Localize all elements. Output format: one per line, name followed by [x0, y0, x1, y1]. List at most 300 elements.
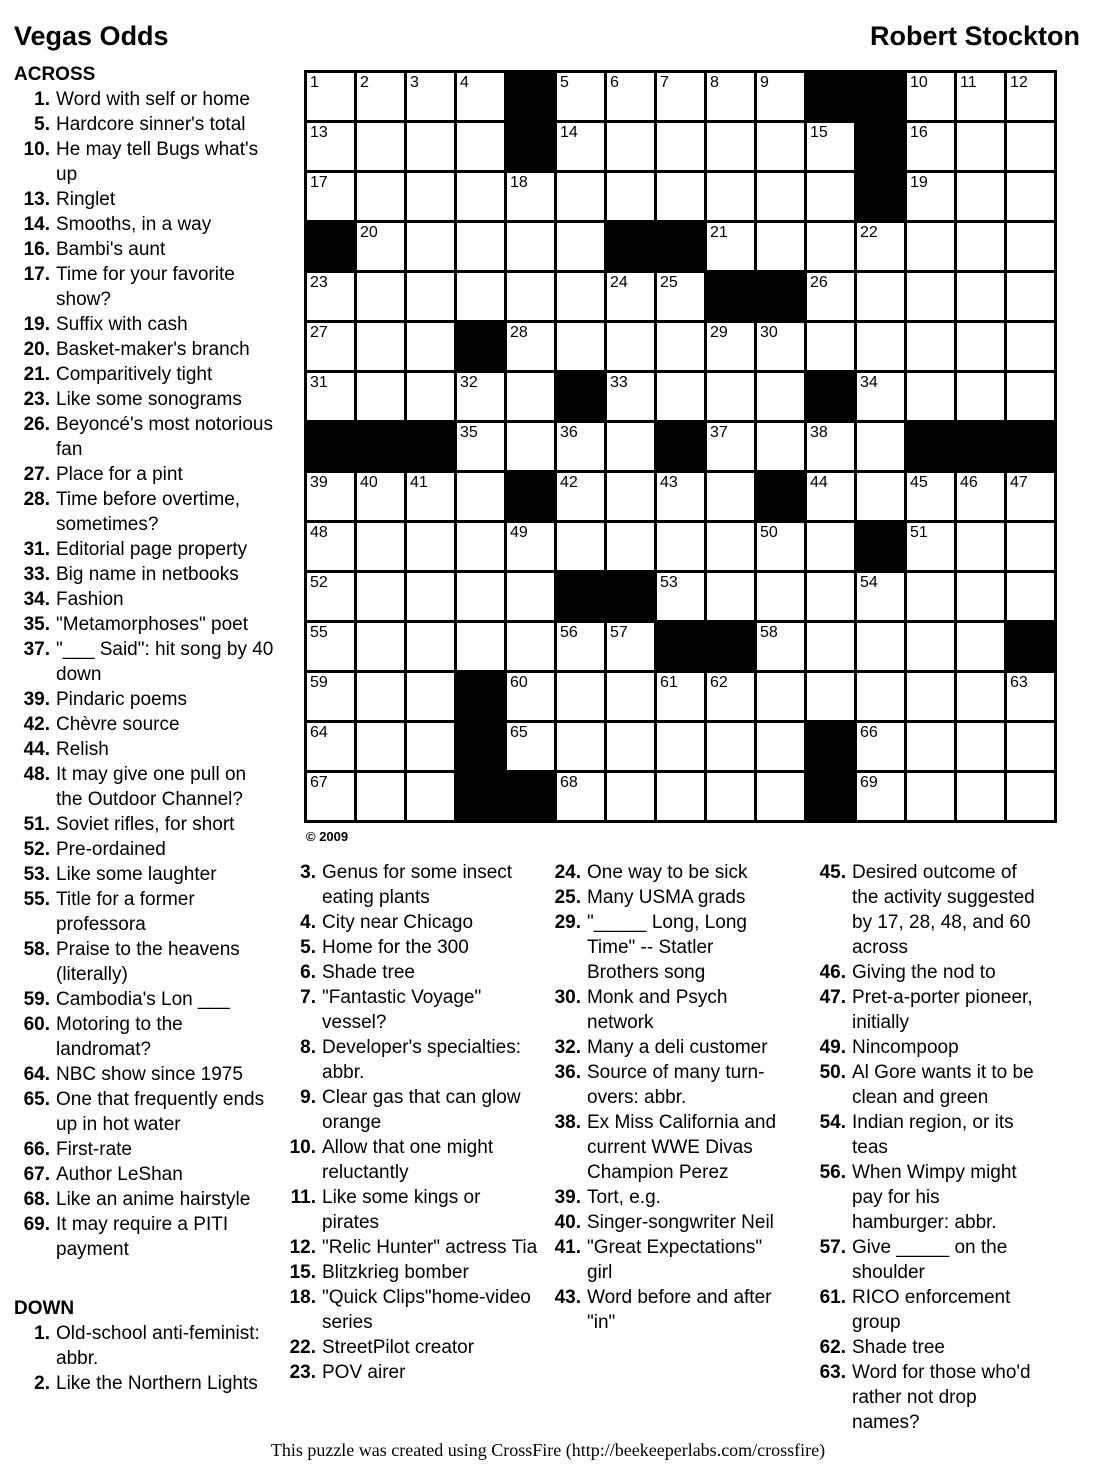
- clue-item: [14, 87, 276, 112]
- grid-cell[interactable]: [857, 773, 904, 820]
- cell-number: 22: [860, 224, 878, 241]
- grid-cell[interactable]: [557, 723, 604, 770]
- grid-cell[interactable]: [907, 173, 954, 220]
- grid-cell[interactable]: [407, 123, 454, 170]
- grid-cell[interactable]: [907, 573, 954, 620]
- grid-cell[interactable]: [557, 73, 604, 120]
- clue-text: Title for a former professora: [56, 889, 195, 935]
- grid-cell[interactable]: [407, 273, 454, 320]
- clue-number: 61.: [819, 1287, 846, 1308]
- grid-cell[interactable]: [907, 523, 954, 570]
- grid-cell[interactable]: [507, 373, 554, 420]
- grid-cell[interactable]: [807, 473, 854, 520]
- grid-cell[interactable]: [607, 623, 654, 670]
- grid-cell[interactable]: [507, 273, 554, 320]
- grid-cell[interactable]: [707, 573, 754, 620]
- grid-cell-black: [807, 373, 854, 420]
- grid-cell[interactable]: [1007, 723, 1054, 770]
- grid-cell[interactable]: [457, 523, 504, 570]
- grid-cell[interactable]: [607, 173, 654, 220]
- grid-cell[interactable]: [407, 623, 454, 670]
- clue-item: [14, 712, 276, 737]
- clue-item: [14, 487, 276, 537]
- clue-text: Home for the 300: [322, 937, 469, 958]
- grid-cell[interactable]: [857, 373, 904, 420]
- grid-cell[interactable]: [357, 223, 404, 270]
- clue-text: StreetPilot creator: [322, 1337, 475, 1358]
- grid-cell[interactable]: [407, 673, 454, 720]
- clue-number: 21.: [23, 364, 50, 385]
- grid-cell-black: [507, 73, 554, 120]
- grid-cell[interactable]: [757, 723, 804, 770]
- grid-cell-black: [457, 323, 504, 370]
- grid-cell[interactable]: [757, 223, 804, 270]
- clue-number: 41.: [554, 1237, 581, 1258]
- grid-cell-black: [757, 473, 804, 520]
- grid-cell[interactable]: [1007, 273, 1054, 320]
- grid-cell[interactable]: [757, 623, 804, 670]
- cell-number: 18: [510, 174, 528, 191]
- grid-cell[interactable]: [507, 423, 554, 470]
- grid-cell[interactable]: [507, 223, 554, 270]
- clue-number: 39.: [23, 689, 50, 710]
- grid-cell[interactable]: [357, 373, 404, 420]
- grid-cell[interactable]: [857, 573, 904, 620]
- clue-item: [810, 1110, 1042, 1160]
- clue-number: 14.: [23, 214, 50, 235]
- grid-cell[interactable]: [757, 673, 804, 720]
- grid-cell[interactable]: [357, 323, 404, 370]
- grid-cell[interactable]: [557, 473, 604, 520]
- clue-text: Word before and after "in": [587, 1287, 772, 1333]
- grid-cell[interactable]: [307, 623, 354, 670]
- grid-cell[interactable]: [607, 473, 654, 520]
- grid-cell[interactable]: [757, 123, 804, 170]
- grid-cell[interactable]: [907, 323, 954, 370]
- grid-cell[interactable]: [957, 373, 1004, 420]
- grid-cell[interactable]: [357, 723, 404, 770]
- grid-cell[interactable]: [407, 473, 454, 520]
- grid-cell[interactable]: [757, 523, 804, 570]
- grid-cell[interactable]: [657, 773, 704, 820]
- grid-cell[interactable]: [407, 773, 454, 820]
- grid-cell-black: [807, 73, 854, 120]
- grid-cell[interactable]: [507, 173, 554, 220]
- clue-text: "Metamorphoses" poet: [56, 614, 248, 635]
- cell-number: 66: [860, 724, 878, 741]
- clue-text: Author LeShan: [56, 1164, 183, 1185]
- grid-cell[interactable]: [607, 723, 654, 770]
- grid-cell[interactable]: [707, 223, 754, 270]
- grid-cell[interactable]: [657, 173, 704, 220]
- cell-number: 42: [560, 474, 578, 491]
- grid-cell[interactable]: [707, 173, 754, 220]
- clue-text: Place for a pint: [56, 464, 183, 485]
- clue-text: Soviet rifles, for short: [56, 814, 235, 835]
- grid-cell[interactable]: [957, 673, 1004, 720]
- clue-item: [14, 862, 276, 887]
- grid-cell[interactable]: [407, 373, 454, 420]
- grid-cell[interactable]: [807, 123, 854, 170]
- grid-cell[interactable]: [1007, 373, 1054, 420]
- clue-item: [14, 187, 276, 212]
- cell-number: 36: [560, 424, 578, 441]
- grid-cell[interactable]: [457, 473, 504, 520]
- clue-item: [14, 237, 276, 262]
- grid-cell[interactable]: [757, 323, 804, 370]
- grid-cell[interactable]: [307, 673, 354, 720]
- clue-number: 2.: [34, 1373, 50, 1394]
- grid-cell[interactable]: [907, 223, 954, 270]
- grid-cell[interactable]: [507, 623, 554, 670]
- clue-text: "Relic Hunter" actress Tia: [322, 1237, 538, 1258]
- grid-cell[interactable]: [957, 123, 1004, 170]
- grid-cell[interactable]: [907, 773, 954, 820]
- grid-cell[interactable]: [707, 123, 754, 170]
- cell-number: 7: [660, 74, 669, 91]
- grid-cell[interactable]: [857, 323, 904, 370]
- grid-cell[interactable]: [507, 323, 554, 370]
- clue-number: 10.: [289, 1137, 316, 1158]
- clue-number: 63.: [819, 1362, 846, 1383]
- grid-cell[interactable]: [1007, 323, 1054, 370]
- grid-cell[interactable]: [757, 423, 804, 470]
- grid-cell[interactable]: [1007, 173, 1054, 220]
- grid-cell[interactable]: [557, 773, 604, 820]
- clue-text: Old-school anti-feminist: abbr.: [56, 1323, 260, 1369]
- grid-cell[interactable]: [857, 623, 904, 670]
- cell-number: 9: [760, 74, 769, 91]
- grid-cell[interactable]: [457, 123, 504, 170]
- grid-cell[interactable]: [607, 373, 654, 420]
- cell-number: 28: [510, 324, 528, 341]
- grid-cell[interactable]: [507, 573, 554, 620]
- clue-item: [14, 387, 276, 412]
- grid-cell[interactable]: [807, 323, 854, 370]
- clue-text: Shade tree: [852, 1337, 945, 1358]
- clue-item: [545, 1210, 787, 1235]
- clue-item: [810, 1335, 1042, 1360]
- clue-text: Word with self or home: [56, 89, 250, 110]
- clue-item: [280, 1035, 542, 1085]
- grid-cell[interactable]: [657, 673, 704, 720]
- grid-cell[interactable]: [1007, 73, 1054, 120]
- cell-number: 6: [610, 74, 619, 91]
- grid-cell[interactable]: [807, 423, 854, 470]
- grid-cell-black: [457, 723, 504, 770]
- grid-cell[interactable]: [357, 473, 404, 520]
- grid-cell[interactable]: [907, 673, 954, 720]
- clue-text: Allow that one might reluctantly: [322, 1137, 494, 1183]
- grid-cell[interactable]: [1007, 573, 1054, 620]
- grid-cell[interactable]: [707, 723, 754, 770]
- grid-cell[interactable]: [807, 523, 854, 570]
- grid-cell[interactable]: [907, 723, 954, 770]
- grid-cell[interactable]: [607, 673, 654, 720]
- clue-text: Pre-ordained: [56, 839, 166, 860]
- clue-text: Monk and Psych network: [587, 987, 728, 1033]
- grid-cell[interactable]: [657, 573, 704, 620]
- grid-cell[interactable]: [307, 773, 354, 820]
- grid-cell[interactable]: [307, 273, 354, 320]
- grid-cell[interactable]: [557, 423, 604, 470]
- grid-cell[interactable]: [707, 673, 754, 720]
- cell-number: 41: [410, 474, 428, 491]
- grid-cell[interactable]: [807, 273, 854, 320]
- grid-cell[interactable]: [507, 673, 554, 720]
- cell-number: 31: [310, 374, 328, 391]
- grid-cell[interactable]: [307, 723, 354, 770]
- grid-cell[interactable]: [407, 73, 454, 120]
- grid-cell[interactable]: [457, 173, 504, 220]
- clue-item: [280, 935, 542, 960]
- grid-cell[interactable]: [757, 373, 804, 420]
- clue-text: Singer-songwriter Neil: [587, 1212, 774, 1233]
- grid-cell[interactable]: [557, 273, 604, 320]
- clue-text: Indian region, or its teas: [852, 1112, 1014, 1158]
- grid-cell[interactable]: [607, 273, 654, 320]
- clue-number: 28.: [23, 489, 50, 510]
- grid-cell[interactable]: [557, 323, 604, 370]
- grid-cell[interactable]: [557, 523, 604, 570]
- clue-text: Motoring to the landromat?: [56, 1014, 183, 1060]
- grid-cell-black: [1007, 423, 1054, 470]
- grid-cell[interactable]: [957, 773, 1004, 820]
- clue-number: 10.: [23, 139, 50, 160]
- cell-number: 65: [510, 724, 528, 741]
- grid-cell[interactable]: [407, 173, 454, 220]
- grid-cell[interactable]: [907, 373, 954, 420]
- grid-cell[interactable]: [457, 373, 504, 420]
- grid-cell[interactable]: [607, 323, 654, 370]
- clue-number: 3.: [300, 862, 316, 883]
- clue-text: Ringlet: [56, 189, 116, 210]
- grid-cell[interactable]: [357, 573, 404, 620]
- clue-item: [14, 1137, 276, 1162]
- grid-cell[interactable]: [407, 523, 454, 570]
- clue-item: [14, 1371, 276, 1396]
- clue-item: [14, 637, 276, 687]
- clue-text: "_____ Long, Long Time" -- Statler Brothers song: [587, 912, 747, 983]
- clue-item: [280, 960, 542, 985]
- grid-cell[interactable]: [657, 523, 704, 570]
- grid-cell[interactable]: [807, 173, 854, 220]
- clue-text: Like some kings or pirates: [322, 1187, 481, 1233]
- cell-number: 58: [760, 624, 778, 641]
- grid-cell[interactable]: [907, 623, 954, 670]
- grid-cell-black: [857, 173, 904, 220]
- grid-cell[interactable]: [707, 73, 754, 120]
- grid-cell[interactable]: [657, 273, 704, 320]
- grid-cell[interactable]: [457, 423, 504, 470]
- grid-cell[interactable]: [307, 73, 354, 120]
- grid-cell[interactable]: [607, 773, 654, 820]
- grid-cell[interactable]: [457, 573, 504, 620]
- grid-cell[interactable]: [757, 73, 804, 120]
- grid-cell[interactable]: [657, 723, 704, 770]
- grid-cell[interactable]: [607, 423, 654, 470]
- grid-cell[interactable]: [807, 673, 854, 720]
- clue-text: First-rate: [56, 1139, 132, 1160]
- grid-cell[interactable]: [857, 673, 904, 720]
- grid-cell[interactable]: [607, 523, 654, 570]
- grid-cell[interactable]: [557, 673, 604, 720]
- clue-number: 67.: [23, 1164, 50, 1185]
- grid-cell[interactable]: [657, 323, 704, 370]
- grid-cell[interactable]: [707, 473, 754, 520]
- grid-cell[interactable]: [307, 123, 354, 170]
- grid-cell[interactable]: [807, 223, 854, 270]
- grid-cell[interactable]: [857, 273, 904, 320]
- grid-cell[interactable]: [957, 473, 1004, 520]
- grid-cell[interactable]: [357, 773, 404, 820]
- grid-cell[interactable]: [357, 73, 404, 120]
- grid-cell[interactable]: [657, 373, 704, 420]
- grid-cell[interactable]: [1007, 223, 1054, 270]
- grid-cell[interactable]: [357, 173, 404, 220]
- grid-cell[interactable]: [307, 573, 354, 620]
- grid-cell[interactable]: [1007, 773, 1054, 820]
- grid-cell[interactable]: [657, 73, 704, 120]
- clue-text: Shade tree: [322, 962, 415, 983]
- cell-number: 1: [310, 74, 319, 91]
- grid-cell[interactable]: [807, 573, 854, 620]
- cell-number: 49: [510, 524, 528, 541]
- grid-cell[interactable]: [907, 273, 954, 320]
- grid-cell[interactable]: [957, 223, 1004, 270]
- puzzle-title: Vegas Odds: [14, 21, 169, 51]
- clue-number: 20.: [23, 339, 50, 360]
- grid-cell[interactable]: [457, 623, 504, 670]
- clue-number: 69.: [23, 1214, 50, 1235]
- cell-number: 57: [610, 624, 628, 641]
- clue-item: [545, 1285, 787, 1335]
- grid-cell[interactable]: [507, 523, 554, 570]
- grid-cell[interactable]: [857, 473, 904, 520]
- grid-cell[interactable]: [1007, 673, 1054, 720]
- clue-text: RICO enforcement group: [852, 1287, 1011, 1333]
- clue-number: 64.: [23, 1064, 50, 1085]
- grid-cell[interactable]: [707, 773, 754, 820]
- clue-item: [280, 1285, 542, 1335]
- grid-cell[interactable]: [557, 623, 604, 670]
- grid-cell[interactable]: [457, 223, 504, 270]
- grid-cell[interactable]: [357, 523, 404, 570]
- cell-number: 52: [310, 574, 328, 591]
- clue-number: 7.: [300, 987, 316, 1008]
- clue-text: Pindaric poems: [56, 689, 187, 710]
- clue-text: One that frequently ends up in hot water: [56, 1089, 265, 1135]
- clue-item: [280, 1260, 542, 1285]
- grid-cell[interactable]: [707, 323, 754, 370]
- grid-cell[interactable]: [407, 723, 454, 770]
- grid-cell[interactable]: [757, 573, 804, 620]
- clue-item: [14, 887, 276, 937]
- grid-cell[interactable]: [507, 723, 554, 770]
- cell-number: 19: [910, 174, 928, 191]
- grid-cell[interactable]: [357, 673, 404, 720]
- grid-cell[interactable]: [957, 273, 1004, 320]
- grid-cell[interactable]: [607, 123, 654, 170]
- grid-cell[interactable]: [557, 123, 604, 170]
- grid-cell[interactable]: [407, 323, 454, 370]
- grid-cell[interactable]: [957, 723, 1004, 770]
- cell-number: 46: [960, 474, 978, 491]
- clue-text: Suffix with cash: [56, 314, 188, 335]
- clue-number: 36.: [554, 1062, 581, 1083]
- grid-cell[interactable]: [907, 473, 954, 520]
- grid-cell-black: [457, 773, 504, 820]
- grid-cell[interactable]: [957, 323, 1004, 370]
- grid-cell-black: [907, 423, 954, 470]
- grid-cell-black: [957, 423, 1004, 470]
- grid-cell[interactable]: [357, 123, 404, 170]
- grid-cell[interactable]: [757, 773, 804, 820]
- grid-cell[interactable]: [857, 223, 904, 270]
- cell-number: 51: [910, 524, 928, 541]
- grid-cell[interactable]: [407, 223, 454, 270]
- clue-number: 68.: [23, 1189, 50, 1210]
- clue-text: Beyoncé's most notorious fan: [56, 414, 273, 460]
- grid-cell[interactable]: [807, 623, 854, 670]
- clue-number: 44.: [23, 739, 50, 760]
- clue-text: "Great Expectations" girl: [587, 1237, 763, 1283]
- grid-cell[interactable]: [307, 323, 354, 370]
- grid-cell[interactable]: [957, 573, 1004, 620]
- grid-cell[interactable]: [1007, 123, 1054, 170]
- grid-cell[interactable]: [307, 523, 354, 570]
- clue-number: 59.: [23, 989, 50, 1010]
- grid-cell[interactable]: [857, 723, 904, 770]
- grid-cell[interactable]: [457, 73, 504, 120]
- clue-item: [14, 362, 276, 387]
- grid-cell[interactable]: [357, 623, 404, 670]
- grid-cell[interactable]: [607, 73, 654, 120]
- grid-cell[interactable]: [1007, 473, 1054, 520]
- cell-number: 56: [560, 624, 578, 641]
- clue-item: [14, 462, 276, 487]
- grid-cell[interactable]: [657, 473, 704, 520]
- grid-cell[interactable]: [557, 173, 604, 220]
- grid-cell[interactable]: [457, 273, 504, 320]
- grid-cell[interactable]: [407, 573, 454, 620]
- grid-cell[interactable]: [957, 523, 1004, 570]
- grid-cell[interactable]: [557, 223, 604, 270]
- grid-cell[interactable]: [707, 423, 754, 470]
- grid-cell[interactable]: [707, 523, 754, 570]
- grid-cell[interactable]: [957, 623, 1004, 670]
- grid-cell[interactable]: [957, 173, 1004, 220]
- grid-cell-black: [757, 273, 804, 320]
- clue-text: Like some sonograms: [56, 389, 242, 410]
- grid-cell[interactable]: [907, 73, 954, 120]
- clue-number: 22.: [289, 1337, 316, 1358]
- grid-cell-black: [657, 423, 704, 470]
- grid-cell[interactable]: [757, 173, 804, 220]
- grid-cell[interactable]: [307, 173, 354, 220]
- grid-cell[interactable]: [907, 123, 954, 170]
- grid-cell[interactable]: [357, 273, 404, 320]
- grid-cell[interactable]: [857, 423, 904, 470]
- grid-cell[interactable]: [707, 373, 754, 420]
- grid-cell[interactable]: [307, 473, 354, 520]
- grid-cell[interactable]: [307, 373, 354, 420]
- grid-cell[interactable]: [657, 123, 704, 170]
- clue-item: [14, 1062, 276, 1087]
- grid-cell[interactable]: [957, 73, 1004, 120]
- grid-cell[interactable]: [1007, 523, 1054, 570]
- clue-item: [280, 1235, 542, 1260]
